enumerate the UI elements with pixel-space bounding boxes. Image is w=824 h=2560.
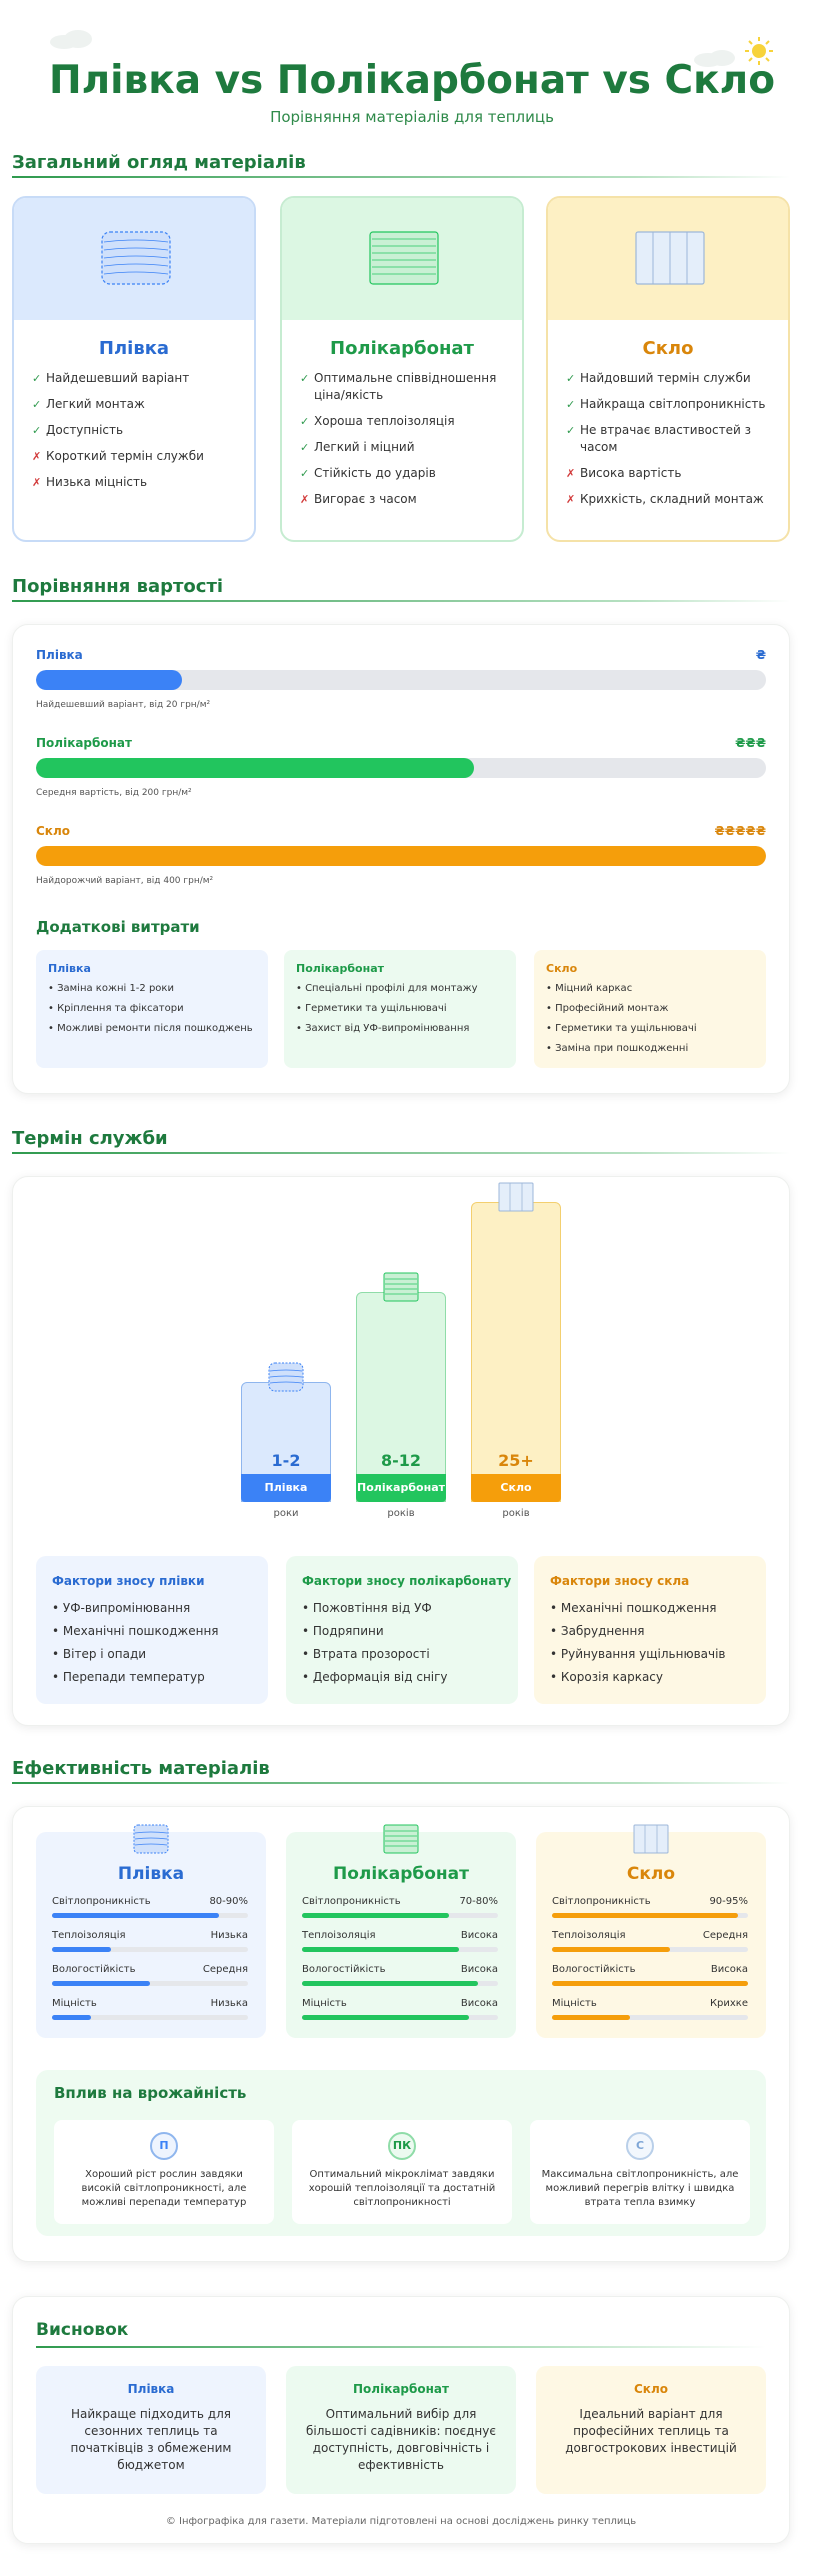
list-item: ✓ Не втрачає властивостей з часом (566, 423, 751, 454)
header (0, 0, 824, 140)
list-item: • Механічні пошкодження (52, 1624, 219, 1638)
metric-fill (52, 1947, 111, 1952)
list-item: • Подряпини (302, 1624, 384, 1638)
check-icon: ✓ (566, 372, 576, 385)
metric-row: Вологостійкість Висока (302, 1964, 498, 1994)
cost-fill (36, 758, 474, 778)
cost-note: Середня вартість, від 200 грн/м² (36, 788, 192, 798)
conclusion-card-text: Найкраще підходить для сезонних теплиць та початківців з обмеженим бюджетом (70, 2407, 232, 2472)
metric-fill (302, 1913, 449, 1918)
list-item: ✓ Найдовший термін служби (566, 371, 751, 385)
cross-icon: ✗ (32, 450, 42, 463)
check-icon: ✓ (300, 467, 310, 480)
pros-cons-list (566, 370, 778, 517)
factors-list (52, 1600, 258, 1692)
badge-icon: П (150, 2132, 178, 2160)
card-name: Скло (642, 338, 694, 359)
list-item: • Кріплення та фіксатори (48, 1003, 184, 1014)
list-item: • Механічні пошкодження (550, 1601, 717, 1615)
factors-title: Фактори зносу скла (550, 1574, 690, 1588)
check-icon: ✓ (300, 441, 310, 454)
metric-row: Вологостійкість Середня (52, 1964, 248, 1994)
impact-text: Максимальна світлопроникність, але можливий перегрів влітку і швидка втрата тепла взимку (541, 2169, 739, 2208)
efficiency-title: Ефективність матеріалів (12, 1758, 270, 1779)
check-icon: ✓ (566, 398, 576, 411)
list-item: • Руйнування ущільнювачів (550, 1647, 726, 1661)
efficiency-card-poly (286, 1832, 516, 2038)
film-roll-icon (133, 1824, 169, 1854)
cost-bar-film (36, 670, 766, 690)
conclusion-card-text: Ідеальний варіант для професійних теплиць та довгострокових інвестицій (565, 2407, 737, 2455)
card-header (14, 198, 254, 320)
lifespan-bar-poly (356, 1292, 446, 1502)
list-item: • Можливі ремонти після пошкоджень (48, 1023, 253, 1034)
cost-fill (36, 670, 182, 690)
extra-list (48, 982, 260, 1042)
lifespan-bar-glass (471, 1202, 561, 1502)
list-item: ✓ Легкий монтаж (32, 397, 145, 411)
lifespan-label-glass: Скло (471, 1474, 561, 1502)
metric-fill (302, 1947, 459, 1952)
polycarbonate-sheet-icon (368, 228, 440, 288)
card-header (282, 198, 522, 320)
cross-icon: ✗ (566, 467, 576, 480)
divider (12, 176, 790, 178)
conclusion-card-title: Полікарбонат (353, 2382, 449, 2396)
polycarbonate-sheet-icon (383, 1824, 419, 1854)
lifespan-label-film: Плівка (241, 1474, 331, 1502)
cost-title: Порівняння вартості (12, 576, 224, 597)
list-item: ✓ Найкраща світлопроникність (566, 397, 766, 411)
page-subtitle: Порівняння матеріалів для теплиць (270, 108, 554, 126)
check-icon: ✓ (32, 424, 42, 437)
metric-row: Міцність Крихке (552, 1998, 748, 2028)
lifespan-unit: років (387, 1508, 415, 1519)
list-item: ✗ Короткий термін служби (32, 449, 204, 463)
list-item: • Герметики та ущільнювачі (296, 1003, 447, 1014)
extra-costs-title: Додаткові витрати (36, 918, 200, 936)
cloud-icon (46, 28, 98, 50)
list-item: • Спеціальні профілі для монтажу (296, 983, 478, 994)
list-item: ✗ Низька міцність (32, 475, 148, 489)
wear-factors-poly (286, 1556, 518, 1704)
metric-fill (302, 2015, 469, 2020)
yield-impact-box (36, 2070, 766, 2236)
extra-list (296, 982, 508, 1042)
cross-icon: ✗ (32, 476, 42, 489)
impact-text: Хороший ріст рослин завдяки високій світлопроникності, але можливі перепади температур (81, 2169, 247, 2208)
page-title: Плівка vs Полікарбонат vs Скло (48, 58, 776, 103)
list-item: • Вітер і опади (52, 1647, 147, 1661)
check-icon: ✓ (300, 372, 310, 385)
list-item: • УФ-випромінювання (52, 1601, 191, 1615)
efficiency-card-film (36, 1832, 266, 2038)
list-item: • Захист від УФ-випромінювання (296, 1023, 470, 1034)
efficiency-card-name: Скло (626, 1864, 676, 1884)
divider (12, 1782, 790, 1784)
card-name: Плівка (98, 338, 170, 359)
check-icon: ✓ (32, 372, 42, 385)
metric-fill (52, 1913, 219, 1918)
badge-icon: С (626, 2132, 654, 2160)
divider (36, 2346, 766, 2348)
badge-icon: ПК (388, 2132, 416, 2160)
list-item: • Міцний каркас (546, 983, 633, 994)
check-icon: ✓ (300, 415, 310, 428)
check-icon: ✓ (32, 398, 42, 411)
pros-cons-list (32, 370, 244, 500)
metric-fill (552, 1981, 748, 1986)
cost-note: Найдорожчий варіант, від 400 грн/м² (36, 876, 214, 886)
conclusion-card-film (36, 2366, 266, 2494)
metric-fill (552, 1913, 738, 1918)
metric-row: Теплоізоляція Низька (52, 1930, 248, 1960)
factors-list (550, 1600, 756, 1692)
list-item: ✗ Висока вартість (566, 466, 682, 480)
list-item: • Забруднення (550, 1624, 645, 1638)
extra-box-glass (534, 950, 766, 1068)
lifespan-title: Термін служби (12, 1128, 168, 1149)
conclusion-card-text: Оптимальний вибір для більшості садівників: поєднує доступність, довговічність і ефективність (306, 2407, 496, 2472)
list-item: • Корозія каркасу (550, 1670, 663, 1684)
check-icon: ✓ (566, 424, 576, 437)
list-item: ✗ Вигорає з часом (300, 492, 417, 506)
list-item: • Герметики та ущільнювачі (546, 1023, 697, 1034)
metric-fill (552, 2015, 630, 2020)
extra-box-title: Полікарбонат (296, 962, 384, 975)
cost-label-glass: Скло (36, 824, 70, 838)
cross-icon: ✗ (300, 493, 310, 506)
metric-fill (302, 1981, 478, 1986)
metric-row: Світлопроникність 70-80% (302, 1896, 498, 1926)
lifespan-unit: років (502, 1508, 530, 1519)
cost-label-poly: Полікарбонат (36, 736, 132, 750)
glass-panel-icon (633, 1824, 669, 1854)
conclusion-card-title: Скло (634, 2382, 668, 2396)
film-roll-icon (100, 228, 172, 288)
metric-fill (52, 1981, 150, 1986)
yield-impact-title: Вплив на врожайність (54, 2084, 247, 2102)
cost-label-film: Плівка (36, 648, 83, 662)
extra-box-film (36, 950, 268, 1068)
list-item: ✓ Стійкість до ударів (300, 466, 436, 480)
metric-row: Міцність Низька (52, 1998, 248, 2028)
cost-fill (36, 846, 766, 866)
impact-card-glass (530, 2120, 750, 2224)
lifespan-label-poly: Полікарбонат (356, 1474, 446, 1502)
polycarbonate-sheet-icon (383, 1272, 419, 1302)
list-item: • Перепади температур (52, 1670, 205, 1684)
list-item: ✓ Оптимальне співвідношення ціна/якість (300, 371, 497, 402)
efficiency-card-name: Плівка (117, 1864, 185, 1884)
cost-symbol-poly: ₴₴₴ (735, 736, 766, 750)
conclusion-card-poly (286, 2366, 516, 2494)
overview-card-polycarbonate (280, 196, 524, 542)
impact-text: Оптимальний мікроклімат завдяки хорошій теплоізоляції та достатній світлопроникності (308, 2169, 496, 2208)
footer-note: © Інфографіка для газети. Матеріали підготовлені на основі досліджень ринку теплиць (165, 2516, 637, 2527)
lifespan-value: 1-2 (271, 1451, 301, 1470)
list-item: • Заміна при пошкодженні (546, 1043, 689, 1054)
efficiency-card-glass (536, 1832, 766, 2038)
list-item: • Деформація від снігу (302, 1670, 448, 1684)
list-item: ✓ Легкий і міцний (300, 440, 415, 454)
lifespan-value: 8-12 (380, 1451, 422, 1470)
list-item: ✓ Хороша теплоізоляція (300, 414, 455, 428)
overview-card-film (12, 196, 256, 542)
cross-icon: ✗ (566, 493, 576, 506)
lifespan-unit: роки (273, 1508, 299, 1519)
overview-card-glass (546, 196, 790, 542)
conclusion-card-title: Плівка (127, 2382, 175, 2396)
lifespan-value: 25+ (498, 1451, 534, 1470)
metric-row: Вологостійкість Висока (552, 1964, 748, 1994)
glass-panel-icon (634, 228, 706, 288)
extra-box-title: Плівка (48, 962, 91, 975)
metric-row: Теплоізоляція Висока (302, 1930, 498, 1960)
conclusion-title: Висновок (36, 2320, 129, 2340)
wear-factors-film (36, 1556, 268, 1704)
list-item: • Пожовтіння від УФ (302, 1601, 432, 1615)
conclusion-card-glass (536, 2366, 766, 2494)
extra-box-title: Скло (546, 962, 578, 975)
cost-symbol-film: ₴ (755, 648, 766, 662)
divider (12, 600, 790, 602)
cost-symbol-glass: ₴₴₴₴₴ (714, 824, 766, 838)
wear-factors-glass (534, 1556, 766, 1704)
overview-title: Загальний огляд матеріалів (12, 152, 306, 173)
divider (12, 1152, 790, 1154)
metric-row: Світлопроникність 80-90% (52, 1896, 248, 1926)
list-item: ✓ Найдешевший варіант (32, 371, 190, 385)
film-roll-icon (268, 1362, 304, 1392)
list-item: • Заміна кожні 1-2 роки (48, 983, 174, 994)
factors-list (302, 1600, 508, 1692)
factors-title: Фактори зносу полікарбонату (302, 1574, 512, 1588)
card-header (548, 198, 788, 320)
list-item: • Втрата прозорості (302, 1647, 430, 1661)
glass-panel-icon (498, 1182, 534, 1212)
factors-title: Фактори зносу плівки (52, 1574, 205, 1588)
cost-bar-poly (36, 758, 766, 778)
metric-row: Світлопроникність 90-95% (552, 1896, 748, 1926)
list-item: ✗ Крихкість, складний монтаж (566, 492, 764, 506)
impact-card-poly (292, 2120, 512, 2224)
impact-card-film (54, 2120, 274, 2224)
metric-fill (552, 1947, 670, 1952)
cost-note: Найдешевший варіант, від 20 грн/м² (36, 700, 211, 710)
list-item: ✓ Доступність (32, 423, 124, 437)
cost-bar-glass (36, 846, 766, 866)
efficiency-card-name: Полікарбонат (333, 1864, 469, 1884)
extra-list (546, 982, 758, 1062)
list-item: • Професійний монтаж (546, 1003, 669, 1014)
card-name: Полікарбонат (330, 338, 474, 359)
metric-fill (52, 2015, 91, 2020)
metric-row: Теплоізоляція Середня (552, 1930, 748, 1960)
pros-cons-list (300, 370, 512, 517)
extra-box-poly (284, 950, 516, 1068)
metric-row: Міцність Висока (302, 1998, 498, 2028)
